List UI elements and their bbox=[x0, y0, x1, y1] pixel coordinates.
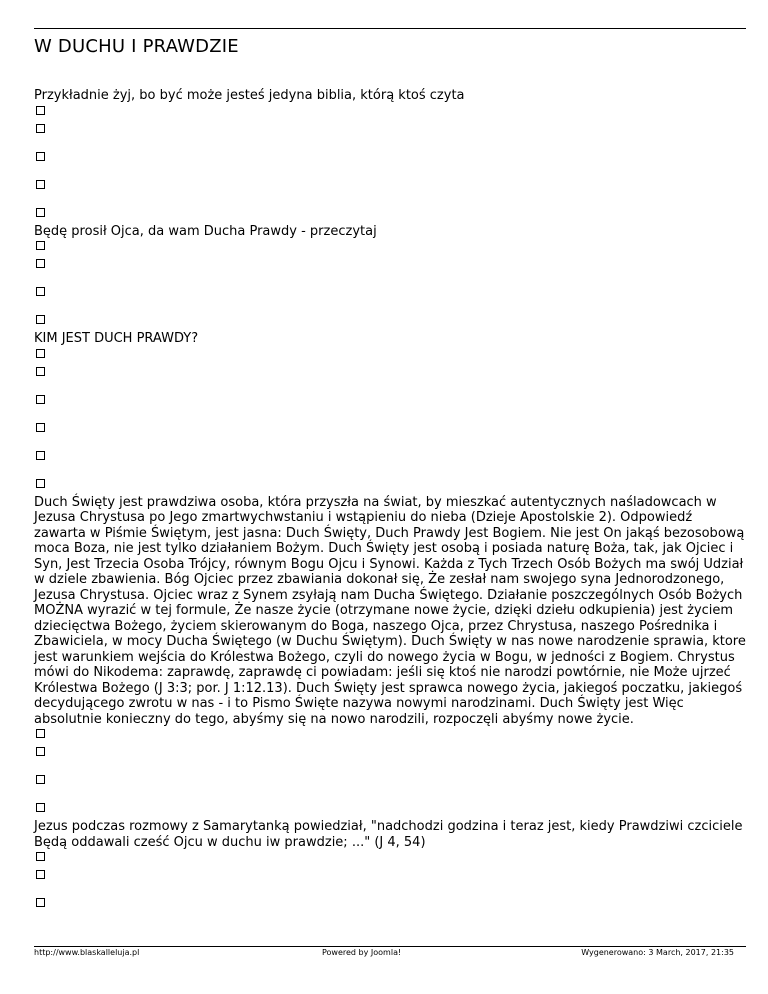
main-paragraph: Duch Święty jest prawdziwa osoba, która przyszła na świat, by mieszkać autentycznych naśladowcach w Jezusa Chrystusa po Jego zmartwychwstaniu i wstąpieniu do nieba (Dzieje Apostolskie 2). Odpowiedź zawarta w Piśmie Świętym, jest jasna: Duch Święty, Duch Prawdy Jest Bogiem. Nie jest On jakąś bezosobową moca Boza, nie jest tylko działaniem Bożym. Duch Święty jest osobą i posiada naturę Boża, tak, jak Ojciec i Syn, Jest Trzecia Osoba Trójcy, równym Bogu Ojcu i Synowi. Każda z Tych Trzech Osób Bożych ma swój Udział w dziele zbawienia. Bóg Ojciec przez zbawiania dokonał się, Że zesłał nam swojego syna Jednorodzonego, Jezusa Chrystusa. Ojciec wraz z Synem zsyłają nam Ducha Świętego. Działanie poszczególnych Osób Bożych MOŻNA wyrazić w tej formule, Że nasze życie (otrzymane nowe życie, dzięki dziełu odkupienia) jest życiem dziecięctwa Bożego, życiem skierowanym do Boga, naszego Ojca, przez Chrystusa, naszego Pośrednika i Zbawiciela, w mocy Ducha Świętego (w Duchu Świętym). Duch Święty w nas nowe narodzenie sprawia, ktore jest warunkiem wejścia do Królestwa Bożego, czyli do nowego życia w Bogu, w jedności z Bogiem. Chrystus mówi do Nikodema: zaprawdę, zaprawdę ci powiadam: jeśli się ktoś nie narodzi powtórnie, nie Może ujrzeć Królestwa Bożego (J 3:3; por. J 1:12.13). Duch Święty jest sprawca nowego życia, jakiegoś poczatku, jakiegoś decydującego zwrotu w nas - i to Pismo Święte nazywa nowymi narodzinami. Duch Święty jest Więc absolutnie konieczny do tego, abyśmy się na nowo narodzili, rozpoczęli abyśmy nowe życie. bbox=[34, 494, 746, 727]
square-bullet-icon bbox=[36, 479, 45, 488]
square-bullet-icon bbox=[36, 395, 45, 404]
square-bullet-icon bbox=[36, 287, 45, 296]
list-item bbox=[34, 104, 746, 122]
list-item bbox=[34, 122, 746, 150]
square-bullet-icon bbox=[36, 367, 45, 376]
square-bullet-icon bbox=[36, 315, 45, 324]
square-bullet-icon bbox=[36, 208, 45, 217]
list-item bbox=[34, 421, 746, 449]
list-item bbox=[34, 850, 746, 868]
text-line-4: Jezus podczas rozmowy z Samarytanką powiedział, "nadchodzi godzina i teraz jest, kiedy Prawdziwi czciciele Będą oddawali cześć Ojcu w duchu iw prawdzie; ..." (J 4, 54) bbox=[34, 819, 743, 850]
square-bullet-icon bbox=[36, 729, 45, 738]
list-item bbox=[34, 896, 746, 924]
section-heading: KIM JEST DUCH PRAWDY? bbox=[34, 331, 199, 346]
square-bullet-icon bbox=[36, 106, 45, 115]
list-item bbox=[34, 393, 746, 421]
square-bullet-icon bbox=[36, 775, 45, 784]
square-bullet-icon bbox=[36, 180, 45, 189]
list-item bbox=[34, 285, 746, 313]
square-bullet-icon bbox=[36, 803, 45, 812]
square-bullet-icon bbox=[36, 870, 45, 879]
list-item bbox=[34, 365, 746, 393]
square-bullet-icon bbox=[36, 259, 45, 268]
list-item bbox=[34, 206, 746, 224]
page-title: W DUCHU I PRAWDZIE bbox=[34, 36, 239, 57]
footer-url[interactable]: http://www.blaskalleluja.pl bbox=[34, 948, 140, 957]
square-bullet-icon bbox=[36, 747, 45, 756]
square-bullet-icon bbox=[36, 152, 45, 161]
square-bullet-icon bbox=[36, 451, 45, 460]
list-item bbox=[34, 868, 746, 896]
list-item bbox=[34, 239, 746, 257]
square-bullet-icon bbox=[36, 241, 45, 250]
list-item bbox=[34, 773, 746, 801]
list-item bbox=[34, 477, 746, 495]
square-bullet-icon bbox=[36, 852, 45, 861]
list-item bbox=[34, 150, 746, 178]
square-bullet-icon bbox=[36, 423, 45, 432]
list-item bbox=[34, 257, 746, 285]
footer-generated: Wygenerowano: 3 March, 2017, 21:35 bbox=[581, 948, 734, 957]
list-item bbox=[34, 313, 746, 331]
text-line-2: Będę prosił Ojca, da wam Ducha Prawdy - przeczytaj bbox=[34, 223, 377, 239]
article-body bbox=[34, 88, 746, 924]
top-rule bbox=[34, 28, 746, 29]
list-item bbox=[34, 449, 746, 477]
square-bullet-icon bbox=[36, 124, 45, 133]
list-item bbox=[34, 178, 746, 206]
list-item bbox=[34, 727, 746, 745]
square-bullet-icon bbox=[36, 898, 45, 907]
list-item bbox=[34, 745, 746, 773]
list-item bbox=[34, 347, 746, 365]
square-bullet-icon bbox=[36, 349, 45, 358]
text-line-1: Przykładnie żyj, bo być może jesteś jedyna biblia, którą ktoś czyta bbox=[34, 88, 465, 103]
list-item bbox=[34, 801, 746, 819]
footer-rule bbox=[34, 946, 746, 947]
footer-powered-by: Powered by Joomla! bbox=[322, 948, 402, 957]
